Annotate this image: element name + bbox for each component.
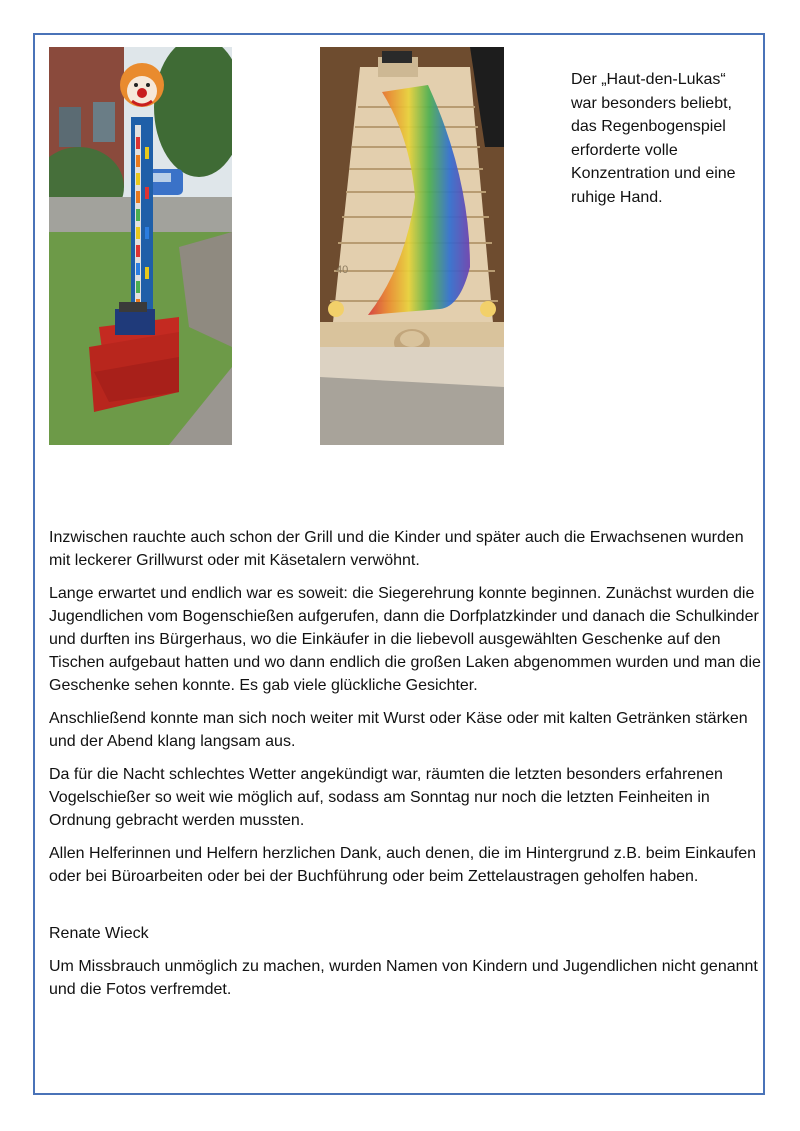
paragraph: Anschließend konnte man sich noch weiter mit Wurst oder Käse oder mit kalten Getränken stärken und der Abend klang langsam aus. [49, 710, 748, 750]
author-name: Renate Wieck [49, 925, 149, 942]
photo-caption: Der „Haut-den-Lukas“ war besonders beliebt, das Regenbogenspiel erforderte volle Konzentration und eine ruhige Hand. [571, 71, 736, 206]
paragraph: Lange erwartet und endlich war es soweit: die Siegerehrung konnte beginnen. Zunächst wurden die Jugendlichen vom Bogenschießen aufgerufen, dann die Dorfplatzkinder und danach die Schulkinder und durften ins Bürgerhaus, wo die Einkäufer in die liebevoll ausgewählten Geschenke auf den Tischen aufgebaut hatten und wo dann endlich die großen Laken abgenommen wurden und man die Geschenke sehen konnte. Es gab viele glückliche Gesichter. [49, 585, 761, 694]
high-striker-photo [49, 47, 232, 445]
article-body [49, 526, 761, 1011]
paragraph: Allen Helferinnen und Helfern herzlichen Dank, auch denen, die im Hintergrund z.B. beim Einkaufen oder bei Büroarbeiten oder bei der Buchführung oder beim Zettelaustragen geholfen haben. [49, 845, 757, 885]
rainbow-game-photo [320, 47, 504, 445]
scale-label: 40 [336, 264, 349, 276]
paragraph: Da für die Nacht schlechtes Wetter angekündigt war, räumten die letzten besonders erfahrenen Vogelschießer so weit wie möglich auf, sodass am Sonntag nur noch die letzten Feinheiten in Ordnung gebracht werden mussten. [49, 766, 723, 829]
disclaimer: Um Missbrauch unmöglich zu machen, wurden Namen von Kindern und Jugendlichen nicht genannt und die Fotos verfremdet. [49, 958, 758, 998]
paragraph: Inzwischen rauchte auch schon der Grill und die Kinder und später auch die Erwachsenen wurden mit leckerer Grillwurst oder mit Käsetalern verwöhnt. [49, 529, 744, 569]
